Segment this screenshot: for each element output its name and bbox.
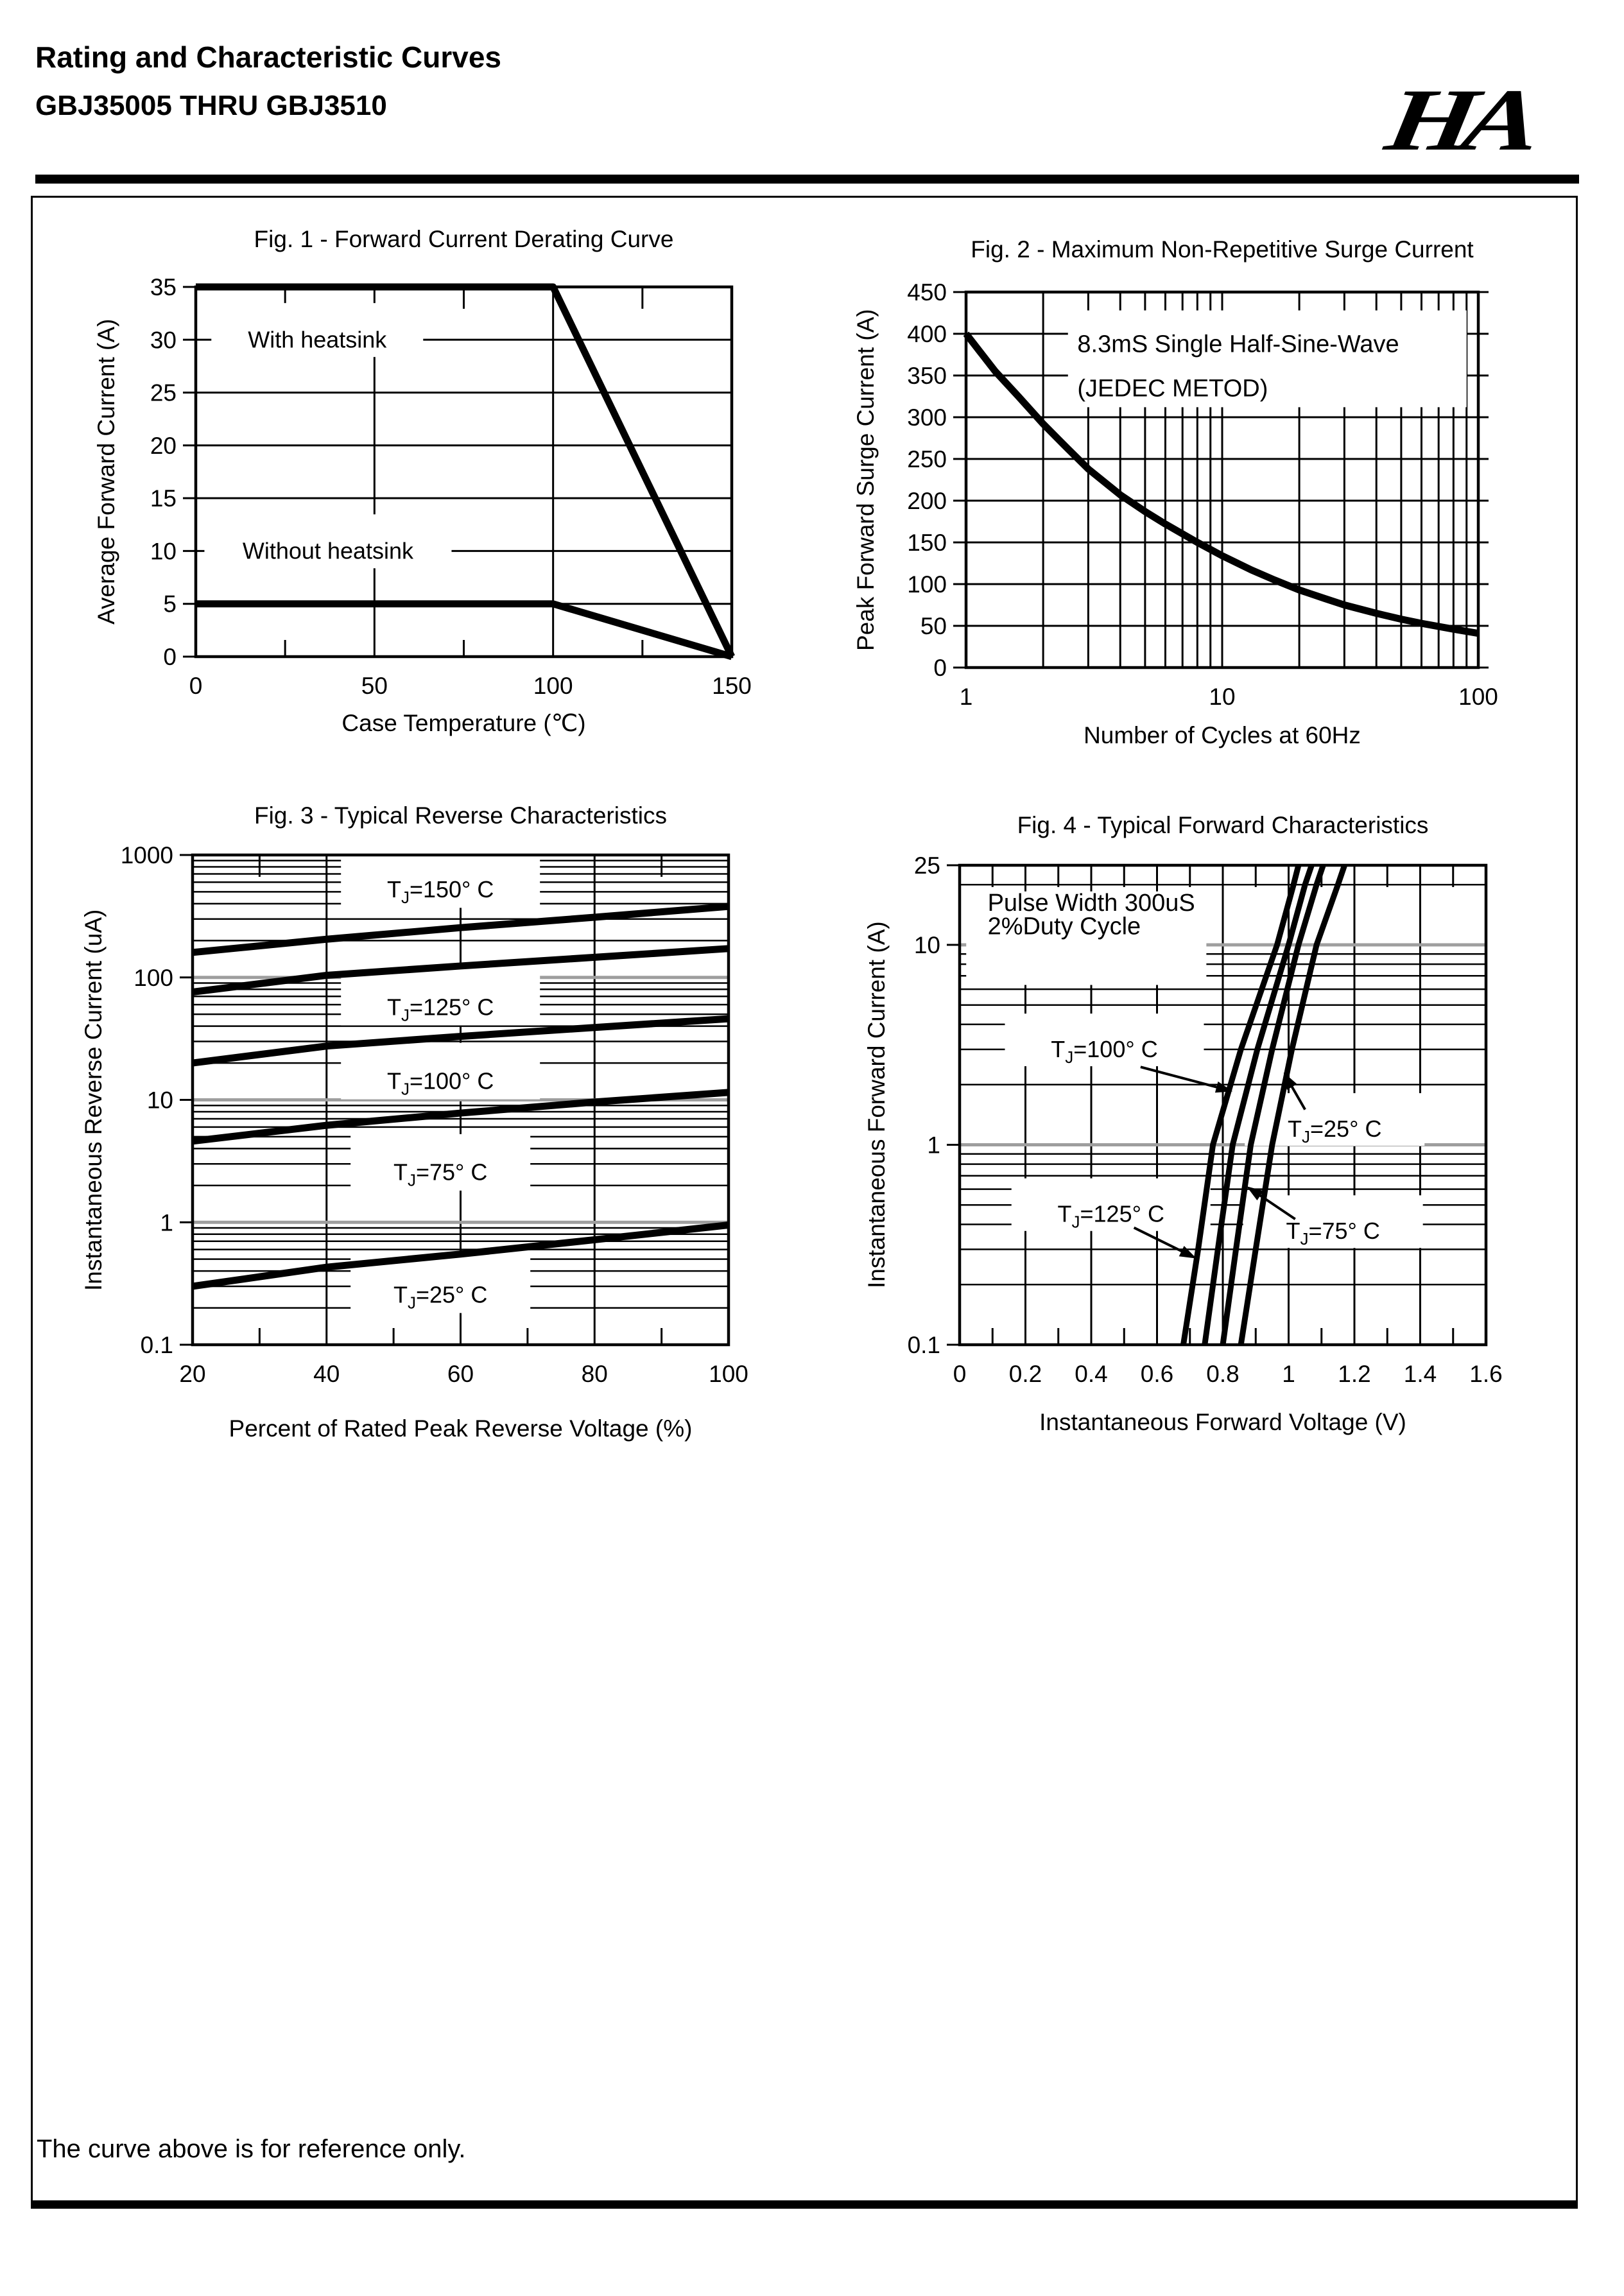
svg-text:2%Duty Cycle: 2%Duty Cycle — [987, 913, 1141, 940]
svg-text:0.8: 0.8 — [1206, 1361, 1240, 1387]
svg-text:1.6: 1.6 — [1469, 1361, 1503, 1387]
svg-text:1: 1 — [160, 1209, 173, 1236]
reference-note: The curve above is for reference only. — [37, 2135, 466, 2163]
svg-text:450: 450 — [907, 279, 947, 306]
svg-text:50: 50 — [920, 613, 947, 639]
svg-text:TJ=25° C: $T_J=25^\circ$ C — [393, 1281, 488, 1313]
figure-4-title: Fig. 4 - Typical Forward Characteristics — [1017, 812, 1429, 838]
svg-text:(JEDEC METOD): (JEDEC METOD) — [1077, 375, 1268, 402]
header-rule — [35, 175, 1579, 184]
figure-2-y-axis-title: Peak Forward Surge Current (A) — [852, 309, 879, 651]
svg-text:250: 250 — [907, 446, 947, 472]
svg-text:50: 50 — [361, 673, 388, 699]
figure-4-y-axis-title: Instantaneous Forward Current (A) — [863, 921, 890, 1289]
figure-4-plot — [828, 773, 1589, 1486]
svg-text:TJ=125° C: $T_J=125^\circ$ C — [1057, 1200, 1164, 1232]
svg-text:1: 1 — [959, 684, 973, 710]
part-number-range: GBJ35005 THRU GBJ3510 — [35, 90, 387, 121]
svg-text:25: 25 — [913, 852, 940, 879]
svg-text:200: 200 — [907, 488, 947, 514]
svg-text:TJ=150° C: $T_J=150^\circ$ C — [386, 876, 494, 908]
svg-text:300: 300 — [907, 404, 947, 431]
svg-text:10: 10 — [150, 538, 177, 565]
svg-text:20: 20 — [150, 432, 177, 459]
svg-text:0.4: 0.4 — [1075, 1361, 1108, 1387]
svg-text:15: 15 — [150, 485, 177, 512]
svg-text:TJ=75° C: $T_J=75^\circ$ C — [1286, 1217, 1380, 1248]
svg-text:0: 0 — [933, 655, 947, 681]
svg-text:TJ=100° C: $T_J=100^\circ$ C — [386, 1067, 494, 1099]
svg-text:Pulse Width 300uS: Pulse Width 300uS — [987, 889, 1195, 917]
svg-text:100: 100 — [533, 673, 573, 699]
figure-4-x-axis-title: Instantaneous Forward Voltage (V) — [1039, 1409, 1406, 1435]
svg-text:5: 5 — [163, 591, 177, 617]
svg-text:0: 0 — [163, 644, 177, 670]
svg-text:100: 100 — [134, 964, 173, 991]
svg-text:0: 0 — [189, 673, 203, 699]
svg-text:0.6: 0.6 — [1140, 1361, 1174, 1387]
svg-text:10: 10 — [1209, 684, 1236, 710]
svg-text:0: 0 — [953, 1361, 967, 1387]
svg-text:TJ=25° C: $T_J=25^\circ$ C — [1288, 1115, 1382, 1146]
page-title: Rating and Characteristic Curves — [35, 40, 502, 74]
manufacturer-logo: HA — [1379, 71, 1537, 169]
figure-3-x-axis-title: Percent of Rated Peak Reverse Voltage (%) — [229, 1415, 693, 1442]
svg-text:60: 60 — [447, 1361, 474, 1387]
svg-text:1: 1 — [927, 1132, 940, 1159]
figure-2-plot — [828, 212, 1589, 770]
svg-text:0.1: 0.1 — [907, 1332, 940, 1358]
svg-text:1.4: 1.4 — [1403, 1361, 1437, 1387]
svg-text:25: 25 — [150, 379, 177, 406]
figure-3-plot — [39, 773, 790, 1486]
svg-text:8.3mS Single Half-Sine-Wave: 8.3mS Single Half-Sine-Wave — [1077, 331, 1399, 358]
svg-text:TJ=125° C: $T_J=125^\circ$ C — [386, 994, 494, 1025]
figure-1-title: Fig. 1 - Forward Current Derating Curve — [254, 226, 674, 252]
svg-text:With heatsink: With heatsink — [248, 326, 387, 353]
svg-text:35: 35 — [150, 274, 177, 300]
figure-3-title: Fig. 3 - Typical Reverse Characteristics — [254, 802, 667, 829]
figure-2-x-axis-title: Number of Cycles at 60Hz — [1084, 722, 1361, 748]
figure-1-y-axis-title: Average Forward Current (A) — [93, 318, 119, 625]
figure-1 — [39, 212, 790, 770]
svg-text:20: 20 — [179, 1361, 206, 1387]
svg-text:TJ=100° C: $T_J=100^\circ$ C — [1051, 1035, 1158, 1067]
svg-text:100: 100 — [907, 571, 947, 598]
figure-2 — [828, 212, 1589, 770]
svg-text:100: 100 — [709, 1361, 748, 1387]
svg-text:TJ=75° C: $T_J=75^\circ$ C — [393, 1159, 488, 1190]
svg-text:400: 400 — [907, 321, 947, 347]
figure-4 — [828, 773, 1589, 1486]
svg-text:30: 30 — [150, 327, 177, 354]
figure-1-plot — [39, 212, 790, 770]
figure-3 — [39, 773, 790, 1486]
svg-text:150: 150 — [907, 530, 947, 556]
figure-1-x-axis-title: Case Temperature (℃) — [341, 710, 586, 736]
svg-text:Without heatsink: Without heatsink — [242, 537, 414, 564]
svg-text:80: 80 — [581, 1361, 608, 1387]
svg-text:150: 150 — [712, 673, 752, 699]
svg-text:1000: 1000 — [120, 842, 173, 868]
svg-text:10: 10 — [146, 1087, 173, 1114]
figure-3-y-axis-title: Instantaneous Reverse Current (uA) — [80, 909, 107, 1291]
svg-text:10: 10 — [913, 931, 940, 958]
svg-text:40: 40 — [313, 1361, 340, 1387]
svg-text:350: 350 — [907, 363, 947, 389]
svg-text:0.1: 0.1 — [140, 1332, 173, 1358]
figure-2-title: Fig. 2 - Maximum Non-Repetitive Surge Current — [971, 236, 1474, 263]
svg-text:100: 100 — [1458, 684, 1498, 710]
svg-text:1.2: 1.2 — [1338, 1361, 1371, 1387]
svg-text:0.2: 0.2 — [1008, 1361, 1042, 1387]
svg-text:1: 1 — [1282, 1361, 1295, 1387]
